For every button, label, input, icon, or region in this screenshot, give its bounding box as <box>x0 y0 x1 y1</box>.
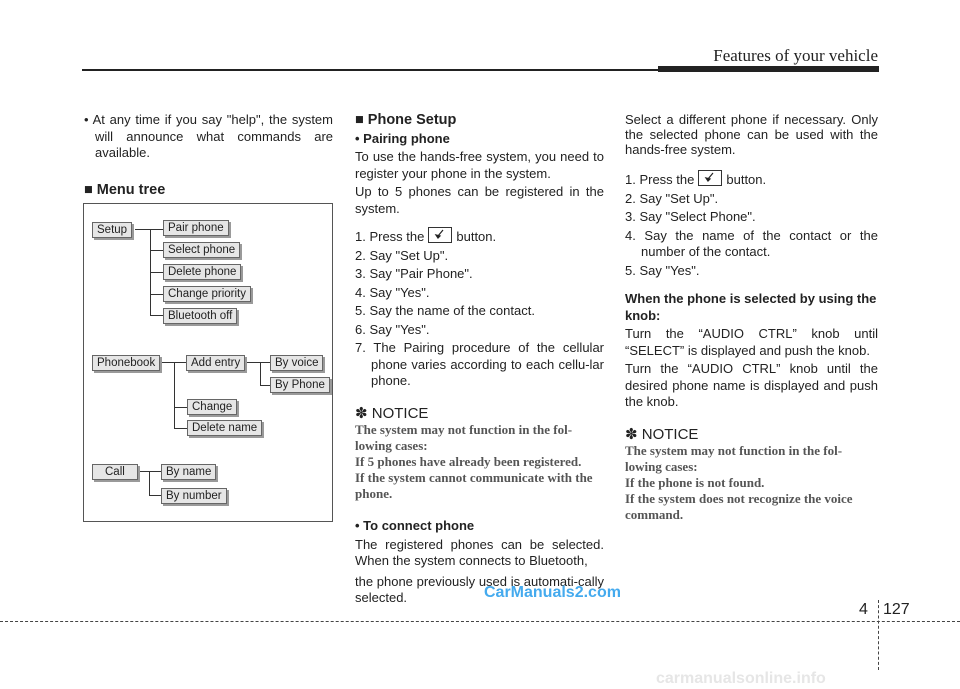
running-header: Features of your vehicle <box>713 46 878 65</box>
phone-button-icon <box>698 170 722 186</box>
phone-button-icon <box>428 227 452 243</box>
pairing-step-2: 2. Say "Set Up". <box>355 247 449 263</box>
page-number: 127 <box>883 601 910 618</box>
connect-paragraph-2: the phone previously used is automati-cally selected. <box>355 573 604 605</box>
select-step-2: 2. Say "Set Up". <box>625 190 719 206</box>
footer-rule <box>0 621 960 622</box>
pairing-step-6: 6. Say "Yes". <box>355 321 430 337</box>
tree-node-change-priority: Change priority <box>163 286 251 302</box>
knob-paragraph-1: Turn the “AUDIO CTRL” knob until “SELECT” is displayed and push the knob. <box>625 326 878 358</box>
notice-body: The system may not function in the fol-lowing cases: If 5 phones have already been registered. If the system cannot communicate with the phone. <box>355 422 593 501</box>
notice-title: ✽ NOTICE <box>355 404 429 422</box>
select-step-5: 5. Say "Yes". <box>625 262 700 278</box>
pairing-paragraph-1: To use the hands-free system, you need to register your phone in the system. <box>355 149 604 181</box>
watermark-carmanuals2: CarManuals2.com <box>484 584 621 601</box>
left-column <box>84 112 333 198</box>
select-step-3: 3. Say "Select Phone". <box>625 209 756 224</box>
tree-node-change: Change <box>187 399 237 415</box>
pairing-paragraph-2: Up to 5 phones can be registered in the system. <box>355 184 604 216</box>
tree-node-delete-name: Delete name <box>187 420 262 436</box>
tree-node-by-phone: By Phone <box>270 377 330 393</box>
tree-node-delete-phone: Delete phone <box>163 264 241 280</box>
tree-connector <box>149 471 150 495</box>
tree-node-call: Call <box>92 464 138 480</box>
tree-node-phonebook: Phonebook <box>92 355 160 371</box>
pairing-step-3: 3. Say "Pair Phone". <box>355 266 473 281</box>
menu-tree-title: ■ Menu tree <box>84 181 166 198</box>
notice-title: ✽ NOTICE <box>625 425 699 443</box>
notice-body: The system may not function in the fol-lowing cases: If the phone is not found. If the system does not recognize the voice command. <box>625 443 853 522</box>
footer-divider <box>878 600 879 670</box>
tree-connector <box>260 385 270 386</box>
watermark-carmanualsonline: carmanualsonline.info <box>656 670 826 687</box>
tree-node-bluetooth-off: Bluetooth off <box>163 308 237 324</box>
middle-column <box>355 112 604 607</box>
pairing-step-1: 1. Press the button. <box>355 229 497 244</box>
tree-connector <box>150 272 164 273</box>
connect-paragraph-1: The registered phones can be selected. When the system connects to Bluetooth, <box>355 536 604 568</box>
tree-node-by-number: By number <box>161 488 227 504</box>
pairing-step-5: 5. Say the name of the contact. <box>355 303 535 318</box>
select-paragraph: Select a different phone if necessary. Only the selected phone can be used with the hands-free system. <box>625 112 878 157</box>
tree-node-by-voice: By voice <box>270 355 323 371</box>
pairing-step-4: 4. Say "Yes". <box>355 284 430 300</box>
tree-connector <box>150 294 164 295</box>
select-step-1: 1. Press the button. <box>625 172 767 187</box>
tree-node-setup: Setup <box>92 222 132 238</box>
menu-tree-diagram <box>83 203 333 522</box>
help-bullet: • At any time if you say "help", the system will announce what commands are available. <box>84 112 333 160</box>
tree-node-add-entry: Add entry <box>186 355 245 371</box>
tree-connector <box>174 362 175 428</box>
tree-connector <box>174 428 188 429</box>
knob-paragraph-2: Turn the “AUDIO CTRL” knob until the desired phone name is displayed and push the knob. <box>625 361 878 409</box>
tree-node-select-phone: Select phone <box>163 242 240 258</box>
pairing-phone-subtitle: • Pairing phone <box>355 130 450 146</box>
chapter-number: 4 <box>859 601 868 618</box>
tree-connector <box>260 362 261 385</box>
pairing-step-7: 7. The Pairing procedure of the cellular phone varies according to each cellu-lar phone. <box>355 340 604 388</box>
header-rule-accent <box>658 66 879 72</box>
tree-node-pair-phone: Pair phone <box>163 220 229 236</box>
select-step-4: 4. Say the name of the contact or the number of the contact. <box>625 227 878 259</box>
tree-node-by-name: By name <box>161 464 216 480</box>
right-column <box>625 112 878 523</box>
knob-title: When the phone is selected by using the knob: <box>625 291 877 323</box>
tree-connector <box>150 315 164 316</box>
tree-connector <box>174 407 188 408</box>
tree-connector <box>247 362 271 363</box>
tree-connector <box>150 250 164 251</box>
phone-setup-title: ■ Phone Setup <box>355 112 457 128</box>
connect-phone-subtitle: • To connect phone <box>355 518 475 533</box>
